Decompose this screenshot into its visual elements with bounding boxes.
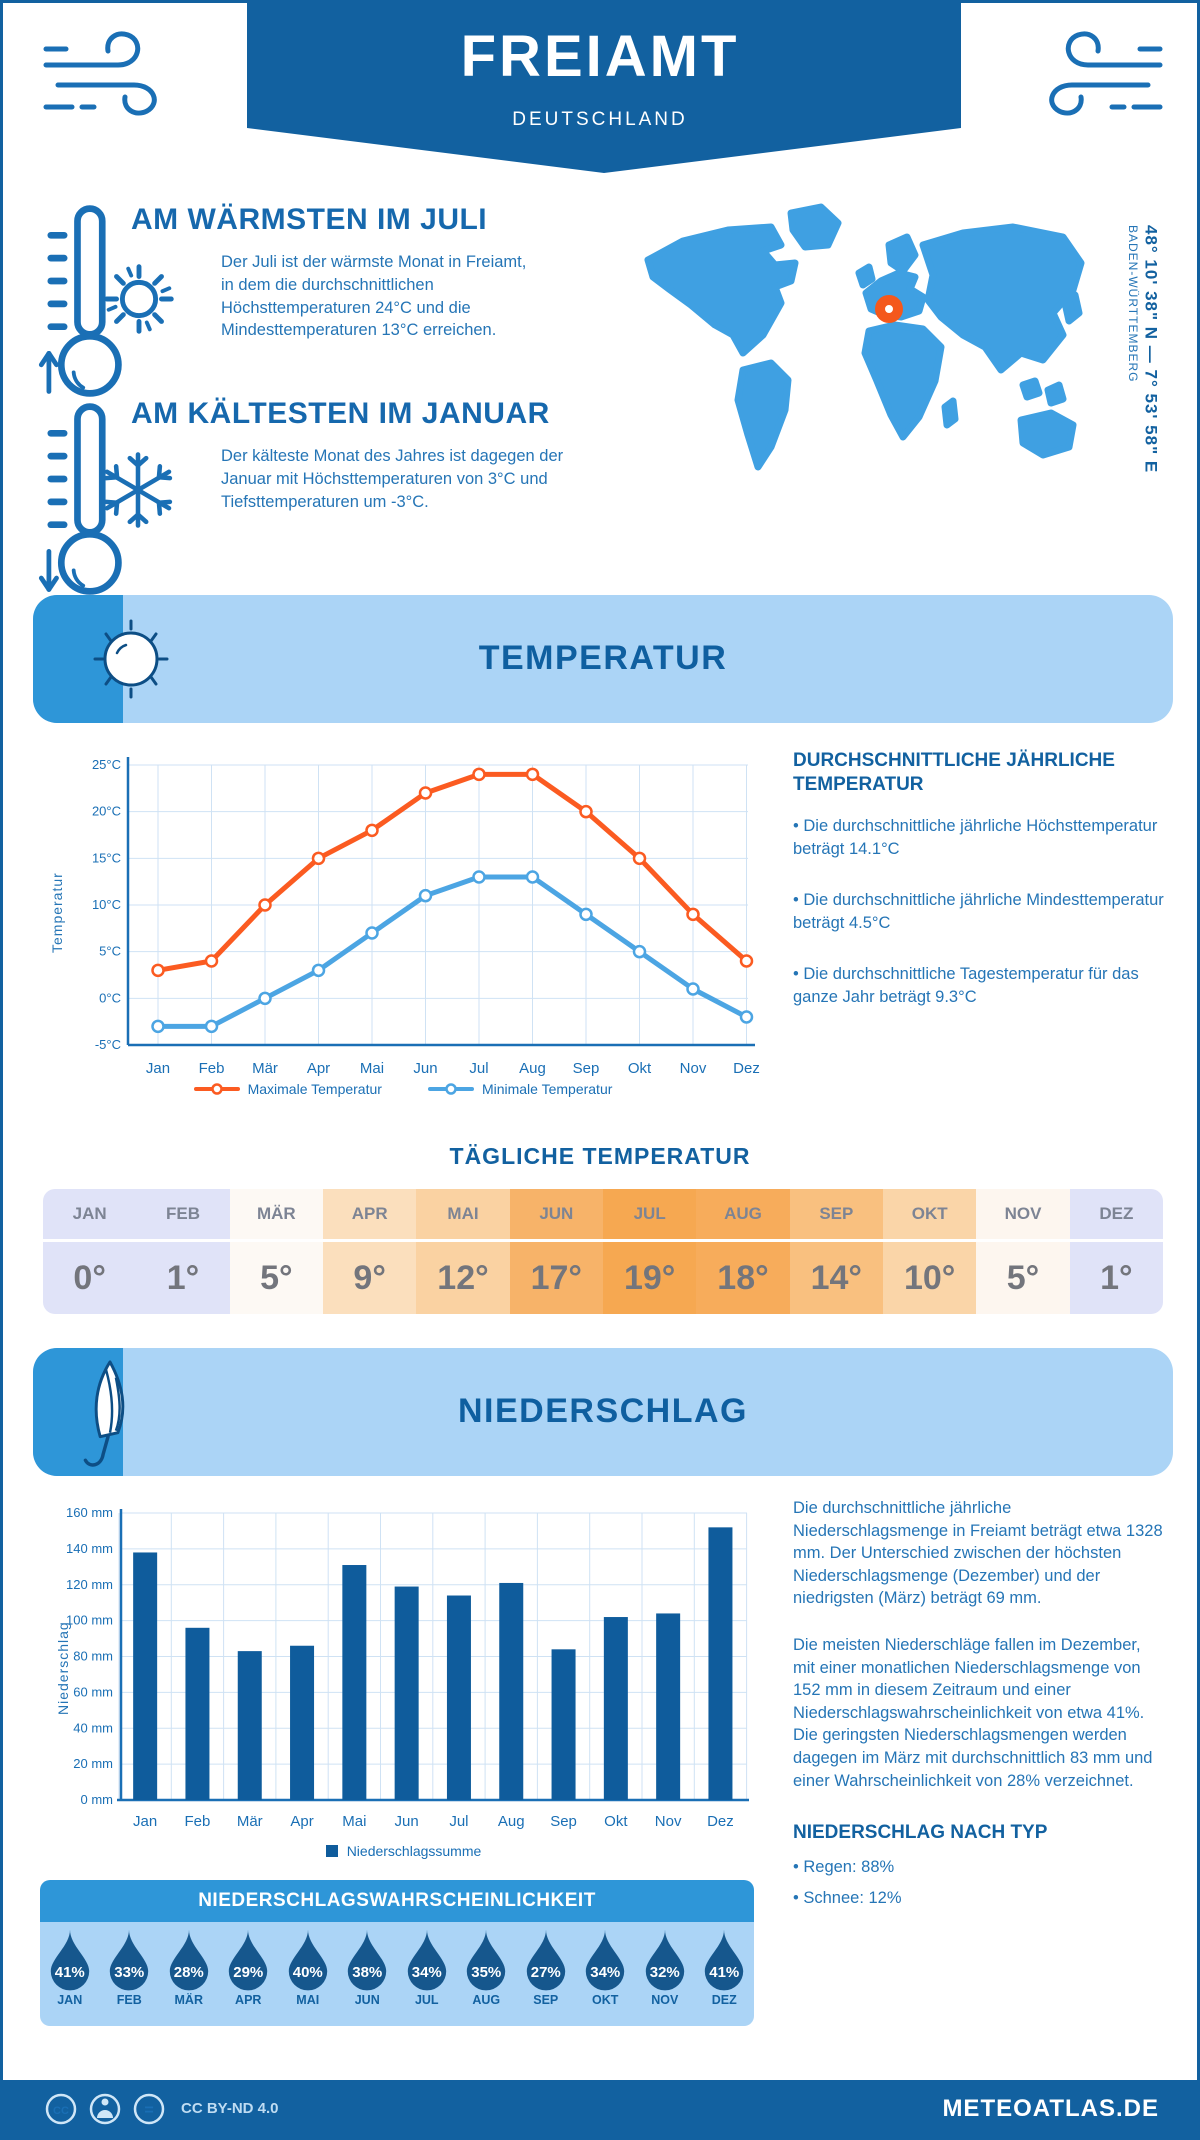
bar-swatch [325,1844,339,1858]
snowflake-icon [97,449,179,531]
wind-icon [38,19,188,131]
droplet-month: JAN [57,1993,83,2007]
droplet-percentage: 28% [173,1964,204,1981]
daily-table-value: 10° [883,1242,976,1314]
daily-table-value: 17° [510,1242,603,1314]
daily-table-month: DEZ [1070,1189,1163,1242]
data-point [367,825,378,836]
y-tick: 40 mm [73,1720,113,1736]
x-tick: Apr [306,1060,331,1077]
daily-table-month: JUL [603,1189,696,1242]
x-tick: Apr [290,1813,314,1830]
x-tick: Sep [572,1060,600,1077]
daily-table-value: 1° [1070,1242,1163,1314]
droplet-icon [164,1928,214,1992]
y-tick: 5°C [99,943,121,959]
max-temp-line [158,774,747,970]
y-tick: 60 mm [73,1684,113,1700]
probability-droplet [159,1928,219,2026]
droplet-percentage: 29% [233,1964,264,1981]
daily-table-month: NOV [976,1189,1069,1242]
svg-text:=: = [144,2101,154,2119]
daily-table-value: 12° [416,1242,509,1314]
droplet-icon [461,1928,511,1992]
droplet-month: MÄR [174,1993,203,2007]
coldest-title: AM KÄLTESTEN IM JANUAR [131,397,550,430]
data-point [313,965,324,976]
droplet-month: OKT [592,1993,619,2007]
precip-bar [656,1613,680,1800]
x-tick: Feb [184,1813,211,1830]
coordinates-text: 48° 10' 38" N — 7° 53' 58" E [1141,225,1161,474]
daily-table-value: 9° [323,1242,416,1314]
data-point [420,890,431,901]
y-tick: 25°C [91,757,121,772]
droplet-percentage: 27% [530,1964,561,1981]
data-point [474,769,485,780]
daily-table-value: 5° [976,1242,1069,1314]
y-tick: 20 mm [73,1756,113,1772]
data-point [206,1021,217,1032]
x-tick: Jan [133,1813,158,1830]
max-line-swatch [194,1082,240,1096]
data-point [260,900,271,911]
precip-bar [238,1651,262,1800]
data-point [474,872,485,883]
x-tick: Okt [604,1813,628,1830]
droplet-month: DEZ [711,1993,737,2007]
x-tick: Feb [198,1060,225,1077]
precip-chart-ylabel: Niederschlag [55,1621,71,1715]
precip-type-bullet: • Regen: 88% [793,1858,895,1877]
data-point [581,806,592,817]
precip-bar [185,1628,209,1800]
x-tick: Dez [733,1060,760,1077]
data-point [581,909,592,920]
warmest-text: Der Juli ist der wärmste Monat in Freiamt, in dem die durchschnittlichen Höchsttemperaturen 24°C und die Mindesttemperaturen 13°C erreichen. [221,253,527,340]
data-point [688,984,699,995]
legend-label-max: Maximale Temperatur [247,1081,382,1097]
daily-table-title: TÄGLICHE TEMPERATUR [449,1143,751,1169]
location-marker [880,300,898,318]
data-point [741,1012,752,1023]
x-tick: Jun [413,1060,438,1077]
droplet-percentage: 34% [590,1964,621,1981]
sun-icon [95,255,183,343]
precipitation-banner [33,1348,1173,1476]
region-text: BADEN-WÜRTTEMBERG [1126,225,1140,383]
probability-droplet [695,1928,755,2026]
annual-temp-bullet: • Die durchschnittliche jährliche Mindesttemperatur beträgt 4.5°C [793,891,1164,932]
precip-type-bullet: • Schnee: 12% [793,1888,902,1907]
daily-table-month: MAI [416,1189,509,1242]
svg-text:CC: CC [53,2104,69,2117]
daily-table-value: 19° [603,1242,696,1314]
droplet-icon [283,1928,333,1992]
temp-chart-legend [43,1081,763,1097]
daily-table-month: JUN [510,1189,603,1242]
x-tick: Jun [394,1813,419,1830]
temperature-banner [33,595,1173,723]
x-tick: Jul [469,1060,489,1077]
daily-table-value: 5° [230,1242,323,1314]
probability-droplet [457,1928,517,2026]
legend-item-precip [325,1843,482,1859]
x-tick: Nov [679,1060,707,1077]
probability-droplet [278,1928,338,2026]
probability-droplet [635,1928,695,2026]
daily-table-month: APR [323,1189,416,1242]
y-tick: 10°C [91,897,121,912]
daily-table-month: FEB [136,1189,229,1242]
precipitation-banner-title: NIEDERSCHLAG [457,1392,749,1430]
y-tick: 140 mm [66,1540,113,1556]
world-map [623,185,1093,485]
data-point [741,956,752,967]
droplet-icon [223,1928,273,1992]
data-point [527,872,538,883]
legend-item-max [194,1081,382,1097]
droplet-icon [45,1928,95,1992]
data-point [153,965,164,976]
daily-table-month: MÄR [230,1189,323,1242]
precip-bar [708,1527,732,1800]
annual-temp-bullet: • Die durchschnittliche jährliche Höchsttemperatur beträgt 14.1°C [793,817,1158,858]
droplet-percentage: 41% [54,1964,85,1981]
x-tick: Okt [627,1060,652,1077]
probability-panel-title: NIEDERSCHLAGSWAHRSCHEINLICHKEIT [40,1880,754,1922]
legend-label-precip: Niederschlagssumme [346,1843,482,1859]
x-tick: Mai [359,1060,385,1077]
precipitation-text-column [793,1497,1165,1917]
droplet-icon [580,1928,630,1992]
data-point [688,909,699,920]
data-point [634,853,645,864]
geo-coordinates [1125,225,1161,555]
droplet-month: SEP [533,1993,559,2007]
temp-chart-ylabel: Temperatur [49,872,65,953]
precipitation-bar-chart [43,1495,763,1855]
droplet-month: NOV [651,1993,679,2007]
daily-table-month: AUG [696,1189,789,1242]
data-point [153,1021,164,1032]
data-point [634,946,645,957]
droplet-icon [104,1928,154,1992]
droplet-icon [640,1928,690,1992]
precip-bar [290,1646,314,1800]
precip-chart-legend [43,1843,763,1859]
precip-type-title: NIEDERSCHLAG NACH TYP [793,1822,1048,1844]
precip-bar [499,1583,523,1800]
probability-droplet [40,1928,100,2026]
precip-bar [133,1552,157,1800]
legend-item-min [428,1081,612,1097]
droplet-month: JUL [414,1993,439,2007]
y-tick: 100 mm [66,1612,113,1628]
x-tick: Dez [707,1813,734,1830]
x-tick: Jan [145,1060,171,1077]
y-tick: -5°C [94,1037,121,1052]
cc-license-icons [41,2089,173,2129]
precip-paragraph: Die durchschnittliche jährliche Niederschlagsmenge in Freiamt beträgt etwa 1328 mm. Der Unterschied zwischen der höchsten Niederschlagsmenge (Dezember) und der niedrigsten (März) beträgt 69 mm. [793,1499,1163,1608]
annual-temp-bullet: • Die durchschnittliche Tagestemperatur für das ganze Jahr beträgt 9.3°C [793,965,1139,1006]
droplet-month: FEB [116,1993,142,2007]
data-point [260,993,271,1004]
probability-droplet [100,1928,160,2026]
annual-temp-title: DURCHSCHNITTLICHE JÄHRLICHE TEMPERATUR [793,750,1115,795]
droplet-month: JUN [354,1993,380,2007]
data-point [313,853,324,864]
site-link[interactable]: METEOATLAS.DE [942,2094,1159,2122]
probability-droplet [397,1928,457,2026]
y-tick: 160 mm [66,1505,113,1520]
data-point [527,769,538,780]
precip-bar [395,1587,419,1800]
probability-droplet [338,1928,398,2026]
x-tick: Mai [342,1813,367,1830]
precip-bar [447,1596,471,1800]
droplet-percentage: 32% [649,1964,680,1981]
x-tick: Mär [252,1060,278,1077]
x-tick: Mär [236,1813,263,1830]
droplet-icon [521,1928,571,1992]
droplet-percentage: 40% [292,1964,323,1981]
droplet-percentage: 34% [411,1964,442,1981]
warmest-title: AM WÄRMSTEN IM JULI [131,203,488,236]
data-point [420,788,431,799]
y-tick: 80 mm [73,1648,113,1664]
daily-temperature-table [43,1189,1163,1314]
y-tick: 120 mm [66,1576,113,1592]
droplet-icon [699,1928,749,1992]
probability-droplets [40,1922,754,2026]
x-tick: Jul [449,1813,469,1830]
daily-table-value: 1° [136,1242,229,1314]
page-title: FREIAMT [460,24,740,89]
daily-table-value: 18° [696,1242,789,1314]
x-tick: Nov [654,1813,682,1830]
wind-icon [1018,19,1168,131]
precipitation-probability-panel [40,1880,754,2020]
y-tick: 15°C [91,850,121,866]
probability-droplet [516,1928,576,2026]
license-label: CC BY-ND 4.0 [181,2100,279,2117]
daily-table-value: 14° [790,1242,883,1314]
probability-droplet [576,1928,636,2026]
droplet-percentage: 33% [114,1964,145,1981]
x-tick: Sep [550,1813,577,1830]
data-point [367,928,378,939]
y-tick: 0°C [99,990,121,1006]
droplet-percentage: 38% [352,1964,383,1981]
precip-bar [552,1649,576,1800]
droplet-month: MAI [296,1993,320,2007]
x-tick: Aug [497,1813,525,1830]
precip-bar [604,1617,628,1800]
y-tick: 20°C [91,803,121,819]
daily-table-month: OKT [883,1189,976,1242]
droplet-percentage: 35% [471,1964,502,1981]
precip-bar [342,1565,366,1800]
temperature-line-chart [43,735,763,1105]
daily-table-value: 0° [43,1242,136,1314]
probability-droplet [219,1928,279,2026]
legend-label-min: Minimale Temperatur [481,1081,613,1097]
y-tick: 0 mm [80,1792,113,1807]
page-subtitle: DEUTSCHLAND [512,109,688,130]
x-tick: Aug [519,1060,546,1077]
daily-table-month: SEP [790,1189,883,1242]
coldest-text: Der kälteste Monat des Jahres ist dagegen der Januar mit Höchsttemperaturen von 3°C und Tiefsttemperaturen um -3°C. [221,447,564,511]
droplet-icon [342,1928,392,1992]
temperature-banner-title: TEMPERATUR [478,639,728,677]
min-line-swatch [428,1082,474,1096]
droplet-percentage: 41% [709,1964,740,1981]
data-point [206,956,217,967]
droplet-icon [402,1928,452,1992]
droplet-month: APR [235,1993,262,2007]
footer [3,2080,1197,2137]
droplet-month: AUG [472,1993,501,2007]
daily-table-month: JAN [43,1189,136,1242]
precip-paragraph: Die meisten Niederschläge fallen im Dezember, mit einer monatlichen Niederschlagsmenge von 152 mm in diesem Zeitraum und einer Niederschlagswahrscheinlichkeit von etwa 41%. Die geringsten Niederschlagsmengen werden dagegen im März mit durchschnittlich 83 mm und einer Wahrscheinlichkeit von 28% verzeichnet. [793,1635,1153,1790]
